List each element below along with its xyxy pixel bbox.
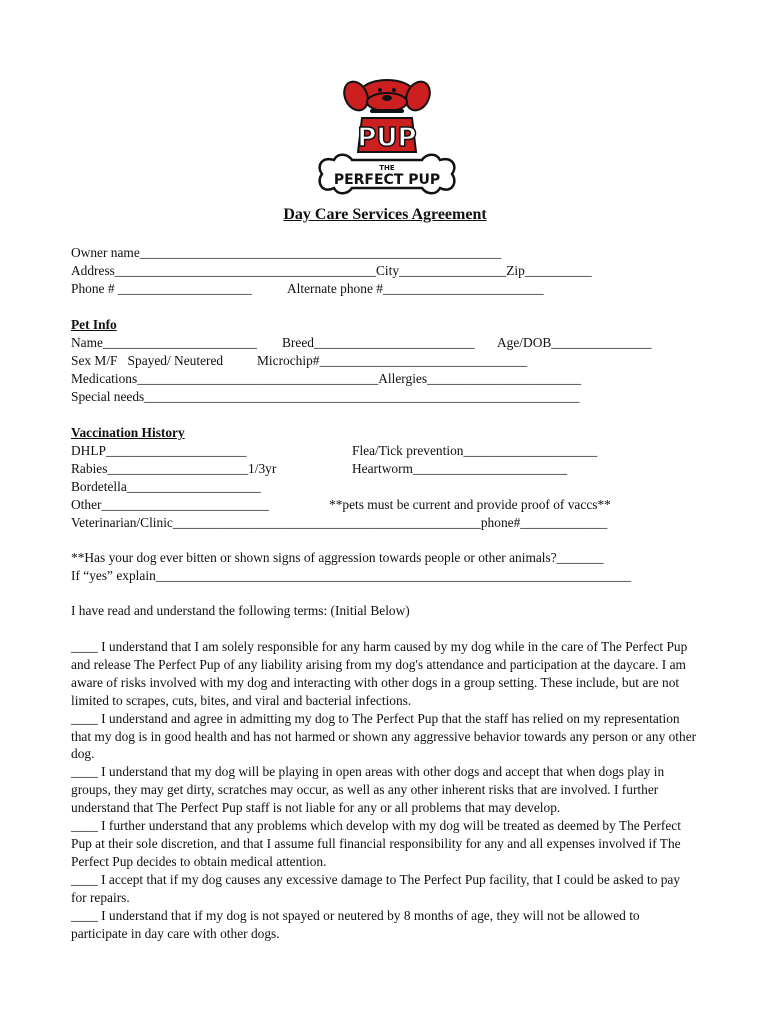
sex-spayed-field[interactable]: Sex M/F Spayed/ Neutered [71, 353, 224, 368]
veterinarian-field[interactable]: Veterinarian/Clinic______________________________________________phone#_____________ [71, 515, 608, 530]
aggression-question[interactable]: **Has your dog ever bitten or shown signs of aggression towards people or other animals?_______ [71, 550, 604, 565]
special-needs-field[interactable]: Special needs_________________________________________________________________ [71, 389, 580, 404]
microchip-field[interactable]: Microchip#_______________________________ [257, 353, 528, 368]
term-item[interactable]: ____ I understand and agree in admitting my dog to The Perfect Pup that the staff has relied on my representation that my dog is in good health and has not harmed or shown any aggressive behavior towards any person or any other dog. [71, 710, 697, 762]
terms-intro: I have read and understand the following terms: (Initial Below) [71, 603, 410, 618]
pet-name-field[interactable]: Name_______________________ [71, 335, 257, 350]
terms-list [71, 638, 699, 942]
term-item[interactable]: ____ I understand that my dog will be playing in open areas with other dogs and accept that when dogs play in groups, they may get dirty, scratches may occur, as well as any other inherent risks that are involved. I further understand that The Perfect Pup staff is not liable for any or all problems that may develop. [71, 764, 665, 816]
term-item[interactable]: ____ I understand that if my dog is not spayed or neutered by 8 months of age, they will not be allowed to participate in day care with other dogs. [71, 907, 640, 941]
vaccination-note: **pets must be current and provide proof of vaccs** [329, 497, 611, 512]
page-title: Day Care Services Agreement [283, 206, 487, 223]
other-vaccine-field[interactable]: Other_________________________ [71, 497, 269, 512]
dhlp-field[interactable]: DHLP_____________________ [71, 443, 247, 458]
term-item[interactable]: ____ I further understand that any problems which develop with my dog will be treated as deemed by The Perfect Pup at their sole discretion, and that I assume full financial responsibility for any and all expenses involved if The Perfect Pup decides to obtain medical attention. [71, 818, 681, 869]
age-dob-field[interactable]: Age/DOB_______________ [497, 335, 652, 350]
breed-field[interactable]: Breed________________________ [282, 335, 475, 350]
alternate-phone-field[interactable]: Alternate phone #________________________ [287, 281, 544, 296]
perfect-pup-logo-icon [312, 78, 462, 208]
heartworm-field[interactable]: Heartworm_______________________ [352, 461, 567, 476]
vaccination-history-heading: Vaccination History [71, 425, 185, 440]
svg-text:PERFECT PUP: PERFECT PUP [333, 172, 441, 188]
phone-field[interactable]: Phone # ____________________ [71, 281, 252, 296]
medications-allergies-field[interactable]: Medications____________________________________Allergies_______________________ [71, 371, 582, 386]
bordetella-field[interactable]: Bordetella____________________ [71, 479, 261, 494]
term-item[interactable]: ____ I understand that I am solely responsible for any harm caused by my dog while in the care of The Perfect Pup and release The Perfect Pup of any liability arising from my dog's attendance and participation at the daycare. I am aware of risks involved with my dog and interacting with other dogs in a group setting. These include, but are not limited to scrapes, cuts, bites, and viral and bacterial infections. [71, 639, 688, 708]
svg-text:PUP: PUP [357, 123, 417, 153]
term-item[interactable]: ____ I accept that if my dog causes any excessive damage to The Perfect Pup facility, that I could be asked to pay for repairs. [71, 871, 681, 905]
owner-name-field[interactable]: Owner name______________________________________________________ [71, 245, 502, 260]
rabies-field[interactable]: Rabies_____________________1/3yr [71, 461, 277, 476]
aggression-explain-field[interactable]: If “yes” explain_______________________________________________________________________ [71, 568, 632, 583]
svg-text:THE: THE [379, 164, 395, 172]
flea-tick-field[interactable]: Flea/Tick prevention____________________ [352, 443, 598, 458]
address-field[interactable]: Address_______________________________________City________________Zip__________ [71, 263, 592, 278]
pet-info-heading: Pet Info [71, 317, 117, 332]
